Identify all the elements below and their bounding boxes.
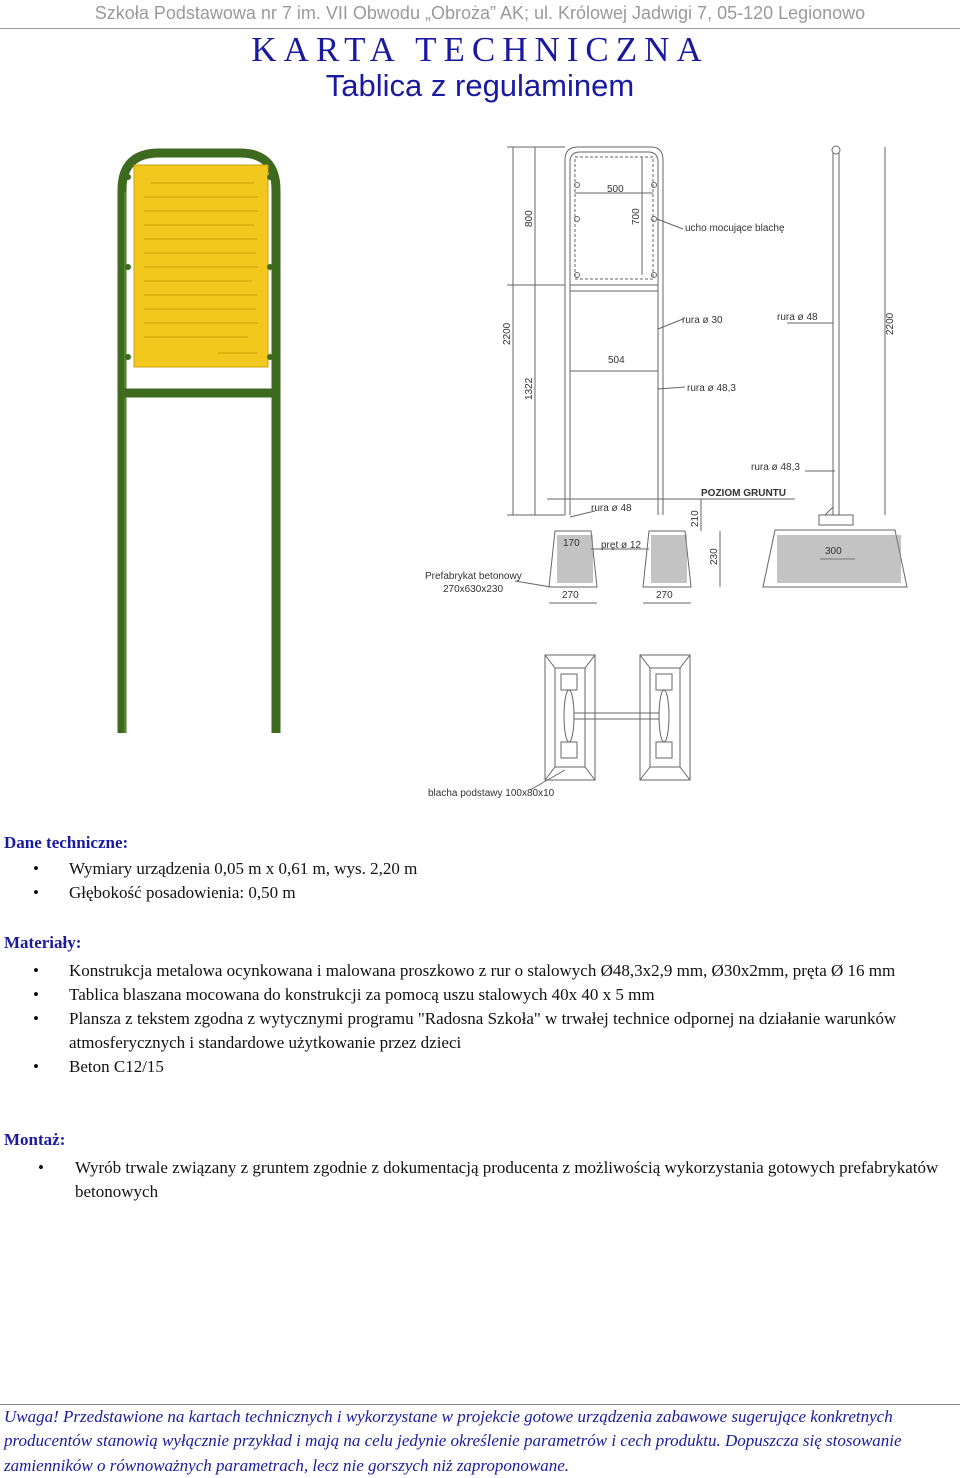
dim-2200-right: 2200 bbox=[885, 312, 896, 335]
label-rura48-top: rura ø 48 bbox=[777, 312, 818, 323]
dim-170: 170 bbox=[563, 538, 580, 549]
montaz-list bbox=[0, 1156, 960, 1204]
dim-300: 300 bbox=[825, 546, 842, 557]
label-rura30: rura ø 30 bbox=[682, 315, 723, 326]
list-item-text: Wymiary urządzenia 0,05 m x 0,61 m, wys. 2,20 m bbox=[69, 859, 418, 878]
dim-800: 800 bbox=[524, 210, 535, 227]
label-poziom: POZIOM GRUNTU bbox=[701, 488, 786, 499]
list-item: • Plansza z tekstem zgodna z wytycznymi programu "Radosna Szkoła" w trwałej technice odpornej na działanie warunków atmosferycznych i standardowe użytkowanie przez dzieci bbox=[33, 1009, 897, 1052]
technical-drawing bbox=[415, 135, 935, 605]
dim-230: 230 bbox=[709, 548, 720, 565]
disclaimer-note: Uwaga! Przedstawione na kartach technicznych i wykorzystane w projekcie gotowe urządzenia zabawowe sugerujące konkretnych producentów stanowią wyłącznie przykład i mają na celu jedynie określenie parametrów i cech produktu. Dopuszcza się stosowanie zamienników o równoważnych parametrach, lecz nie gorszych niż zaproponowane. bbox=[4, 1407, 902, 1475]
label-prefab: Prefabrykat betonowy bbox=[425, 571, 522, 582]
dim-270-a: 270 bbox=[562, 590, 579, 601]
list-item-text: Głębokość posadowienia: 0,50 m bbox=[69, 883, 296, 902]
label-blacha: blacha podstawy 100x80x10 bbox=[428, 788, 555, 799]
materialy-list bbox=[0, 959, 960, 1079]
section-montaz-heading: Montaż: bbox=[4, 1130, 66, 1149]
list-item-text: Wyrób trwale związany z gruntem zgodnie z dokumentacją producenta z możliwością wykorzystania gotowych prefabrykatów betonowych bbox=[75, 1158, 939, 1201]
list-item: • Tablica blaszana mocowana do konstrukcji za pomocą uszu stalowych 40x 40 x 5 mm bbox=[33, 985, 655, 1004]
school-header: Szkoła Podstawowa nr 7 im. VII Obwodu „Obroża” AK; ul. Królowej Jadwigi 7, 05-120 Legionowo bbox=[94, 3, 866, 23]
header-divider bbox=[0, 28, 960, 29]
list-item-text: Plansza z tekstem zgodna z wytycznymi programu "Radosna Szkoła" w trwałej technice odpornej na działanie warunków atmosferycznych i standardowe użytkowanie przez dzieci bbox=[69, 1009, 897, 1052]
dim-210: 210 bbox=[690, 510, 701, 527]
dane-list bbox=[0, 857, 960, 905]
section-materialy-heading: Materiały: bbox=[4, 933, 82, 952]
section-dane-heading: Dane techniczne: bbox=[4, 833, 129, 852]
list-item-text: Konstrukcja metalowa ocynkowana i malowana proszkowo z rur o stalowych Ø48,3x2,9 mm, Ø30x2mm, pręta Ø 16 mm bbox=[69, 961, 896, 980]
label-pret: pręt ø 12 bbox=[601, 540, 642, 551]
list-item-text: Tablica blaszana mocowana do konstrukcji za pomocą uszu stalowych 40x 40 x 5 mm bbox=[69, 985, 655, 1004]
label-rura48-low: rura ø 48 bbox=[591, 503, 632, 514]
page-subtitle: Tablica z regulaminem bbox=[325, 68, 635, 103]
label-rura483-side: rura ø 48,3 bbox=[751, 462, 800, 473]
dim-504: 504 bbox=[608, 355, 625, 366]
dim-270-b: 270 bbox=[656, 590, 673, 601]
list-item-text: Beton C12/15 bbox=[69, 1057, 164, 1076]
label-prefab-dims: 270x630x230 bbox=[443, 584, 504, 595]
list-item: • Głębokość posadowienia: 0,50 m bbox=[33, 883, 296, 902]
dim-1322: 1322 bbox=[524, 377, 535, 400]
page-title: KARTA TECHNICZNA bbox=[251, 30, 709, 69]
dim-500: 500 bbox=[607, 184, 624, 195]
list-item: • Beton C12/15 bbox=[33, 1057, 164, 1076]
top-view-drawing bbox=[415, 650, 715, 800]
list-item: • Konstrukcja metalowa ocynkowana i malowana proszkowo z rur o stalowych Ø48,3x2,9 mm, Ø30x2mm, pręta Ø 16 mm bbox=[33, 961, 896, 980]
label-ucho: ucho mocujące blachę bbox=[685, 223, 785, 234]
list-item: • Wymiary urządzenia 0,05 m x 0,61 m, wys. 2,20 m bbox=[33, 859, 418, 878]
product-photo bbox=[108, 135, 288, 735]
dim-700: 700 bbox=[631, 208, 642, 225]
dim-2200-left: 2200 bbox=[502, 322, 513, 345]
list-item: • Wyrób trwale związany z gruntem zgodnie z dokumentacją producenta z możliwością wykorzystania gotowych prefabrykatów betonowych bbox=[38, 1158, 939, 1201]
label-rura483-mid: rura ø 48,3 bbox=[687, 383, 736, 394]
